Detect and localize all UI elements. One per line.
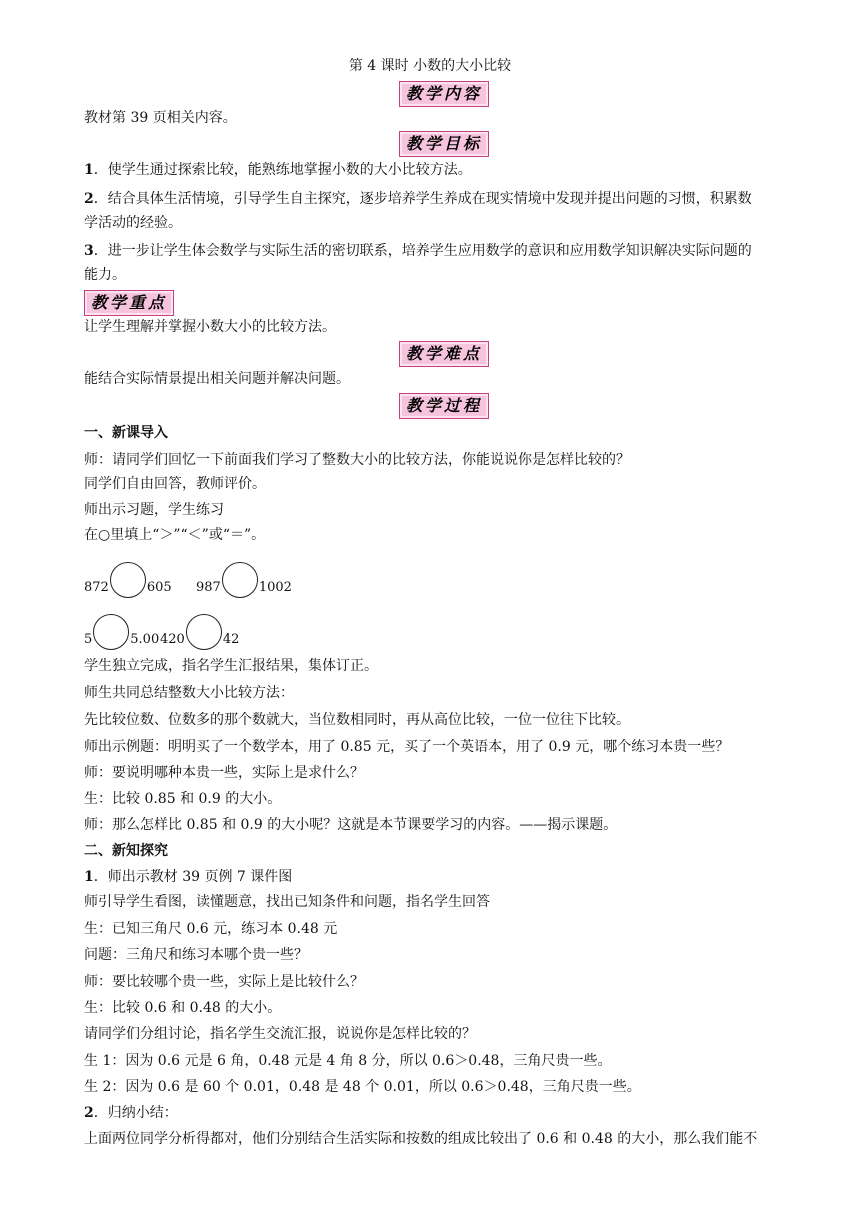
para-line: 问题：三角尺和练习本哪个贵一些？	[84, 947, 308, 963]
para-line: 师出示习题，学生练习	[84, 502, 224, 518]
para-line: 上面两位同学分析得都对，他们分别结合生活实际和按数的组成比较出了 0.6 和 0.48 的大小，那么我们能不	[84, 1131, 758, 1147]
goal-3-num: 3	[84, 243, 94, 259]
compare-item-1	[84, 562, 172, 598]
goal-2-num: 2	[84, 191, 94, 207]
para-line: 在○里填上“＞”“＜”或“＝”。	[84, 527, 266, 543]
badge-teaching-goals: 教学目标	[399, 131, 489, 157]
badge-teaching-process: 教学过程	[399, 393, 489, 419]
answer-circle[interactable]	[222, 562, 258, 598]
compare-right: 5.00	[130, 632, 160, 647]
para-line: 生：比较 0.85 和 0.9 的大小。	[84, 791, 282, 807]
para-line: 师生共同总结整数大小比较方法：	[84, 685, 294, 701]
key-text: 让学生理解并掌握小数大小的比较方法。	[84, 319, 336, 335]
compare-item-3	[84, 614, 159, 650]
step-2-num: 2	[84, 1105, 94, 1121]
section-heading-1: 一、新课导入	[84, 425, 168, 441]
content-text: 教材第 39 页相关内容。	[84, 110, 237, 126]
answer-circle[interactable]	[93, 614, 129, 650]
answer-circle[interactable]	[186, 614, 222, 650]
lesson-title: 第 4 课时 小数的大小比较	[348, 58, 512, 74]
para-line: 师：要说明哪种本贵一些，实际上是求什么？	[84, 765, 364, 781]
badge-key-point: 教学重点	[84, 290, 174, 316]
compare-right: 42	[222, 632, 240, 647]
para-line: 先比较位数、位数多的那个数就大，当位数相同时，再从高位比较，一位一位往下比较。	[84, 712, 630, 728]
para-line: 师：那么怎样比 0.85 和 0.9 的大小呢？这就是本节课要学习的内容。——揭示课题。	[84, 817, 618, 833]
goal-2-text: ．结合具体生活情境，引导学生自主探究，逐步培养学生养成在现实情境中发现并提出问题的习惯，积累数	[93, 191, 752, 207]
para-line: 生：已知三角尺 0.6 元，练习本 0.48 元	[84, 921, 338, 937]
compare-item-2	[196, 562, 292, 598]
compare-right: 605	[146, 580, 172, 595]
para-line: 生 2：因为 0.6 是 60 个 0.01，0.48 是 48 个 0.01，所以 0.6＞0.48，三角尺贵一些。	[84, 1079, 641, 1095]
difficult-text: 能结合实际情景提出相关问题并解决问题。	[84, 371, 350, 387]
goal-1	[84, 160, 810, 180]
para-line: 师：请同学们回忆一下前面我们学习了整数大小的比较方法，你能说说你是怎样比较的？	[84, 452, 630, 468]
compare-item-4	[160, 614, 239, 650]
badge-difficult-point: 教学难点	[399, 341, 489, 367]
compare-left: 987	[196, 580, 221, 595]
step-2-text: ．归纳小结：	[93, 1105, 178, 1121]
goal-3	[84, 241, 810, 261]
para-line: 请同学们分组讨论，指名学生交流汇报，说说你是怎样比较的？	[84, 1026, 476, 1042]
step-2	[84, 1103, 810, 1123]
goal-2	[84, 189, 810, 209]
badge-teaching-content: 教学内容	[399, 81, 489, 107]
step-1-text: ．师出示教材 39 页例 7 课件图	[93, 869, 293, 885]
section-heading-2: 二、新知探究	[84, 843, 168, 859]
step-1	[84, 867, 810, 887]
answer-circle[interactable]	[110, 562, 146, 598]
goal-1-num: 1	[84, 162, 94, 178]
para-line: 同学们自由回答，教师评价。	[84, 476, 266, 492]
compare-left: 872	[84, 580, 109, 595]
goal-3-cont: 能力。	[84, 267, 126, 283]
goal-3-text: ．进一步让学生体会数学与实际生活的密切联系，培养学生应用数学的意识和应用数学知识解决实际问题的	[93, 243, 752, 259]
compare-left: 420	[160, 632, 185, 647]
para-line: 师：要比较哪个贵一些，实际上是比较什么？	[84, 974, 364, 990]
compare-right: 1002	[258, 580, 292, 595]
para-line: 学生独立完成，指名学生汇报结果，集体订正。	[84, 658, 378, 674]
goal-2-cont: 学活动的经验。	[84, 215, 182, 231]
para-line: 生：比较 0.6 和 0.48 的大小。	[84, 1000, 282, 1016]
para-line: 生 1：因为 0.6 元是 6 角，0.48 元是 4 角 8 分，所以 0.6＞0.48，三角尺贵一些。	[84, 1053, 612, 1069]
goal-1-text: ．使学生通过探索比较，能熟练地掌握小数的大小比较方法。	[93, 162, 472, 178]
step-1-num: 1	[84, 869, 94, 885]
compare-left: 5	[84, 632, 93, 647]
para-line: 师出示例题：明明买了一个数学本，用了 0.85 元，买了一个英语本，用了 0.9 元，哪个练习本贵一些？	[84, 739, 730, 755]
para-line: 师引导学生看图，读懂题意，找出已知条件和问题，指名学生回答	[84, 894, 490, 910]
